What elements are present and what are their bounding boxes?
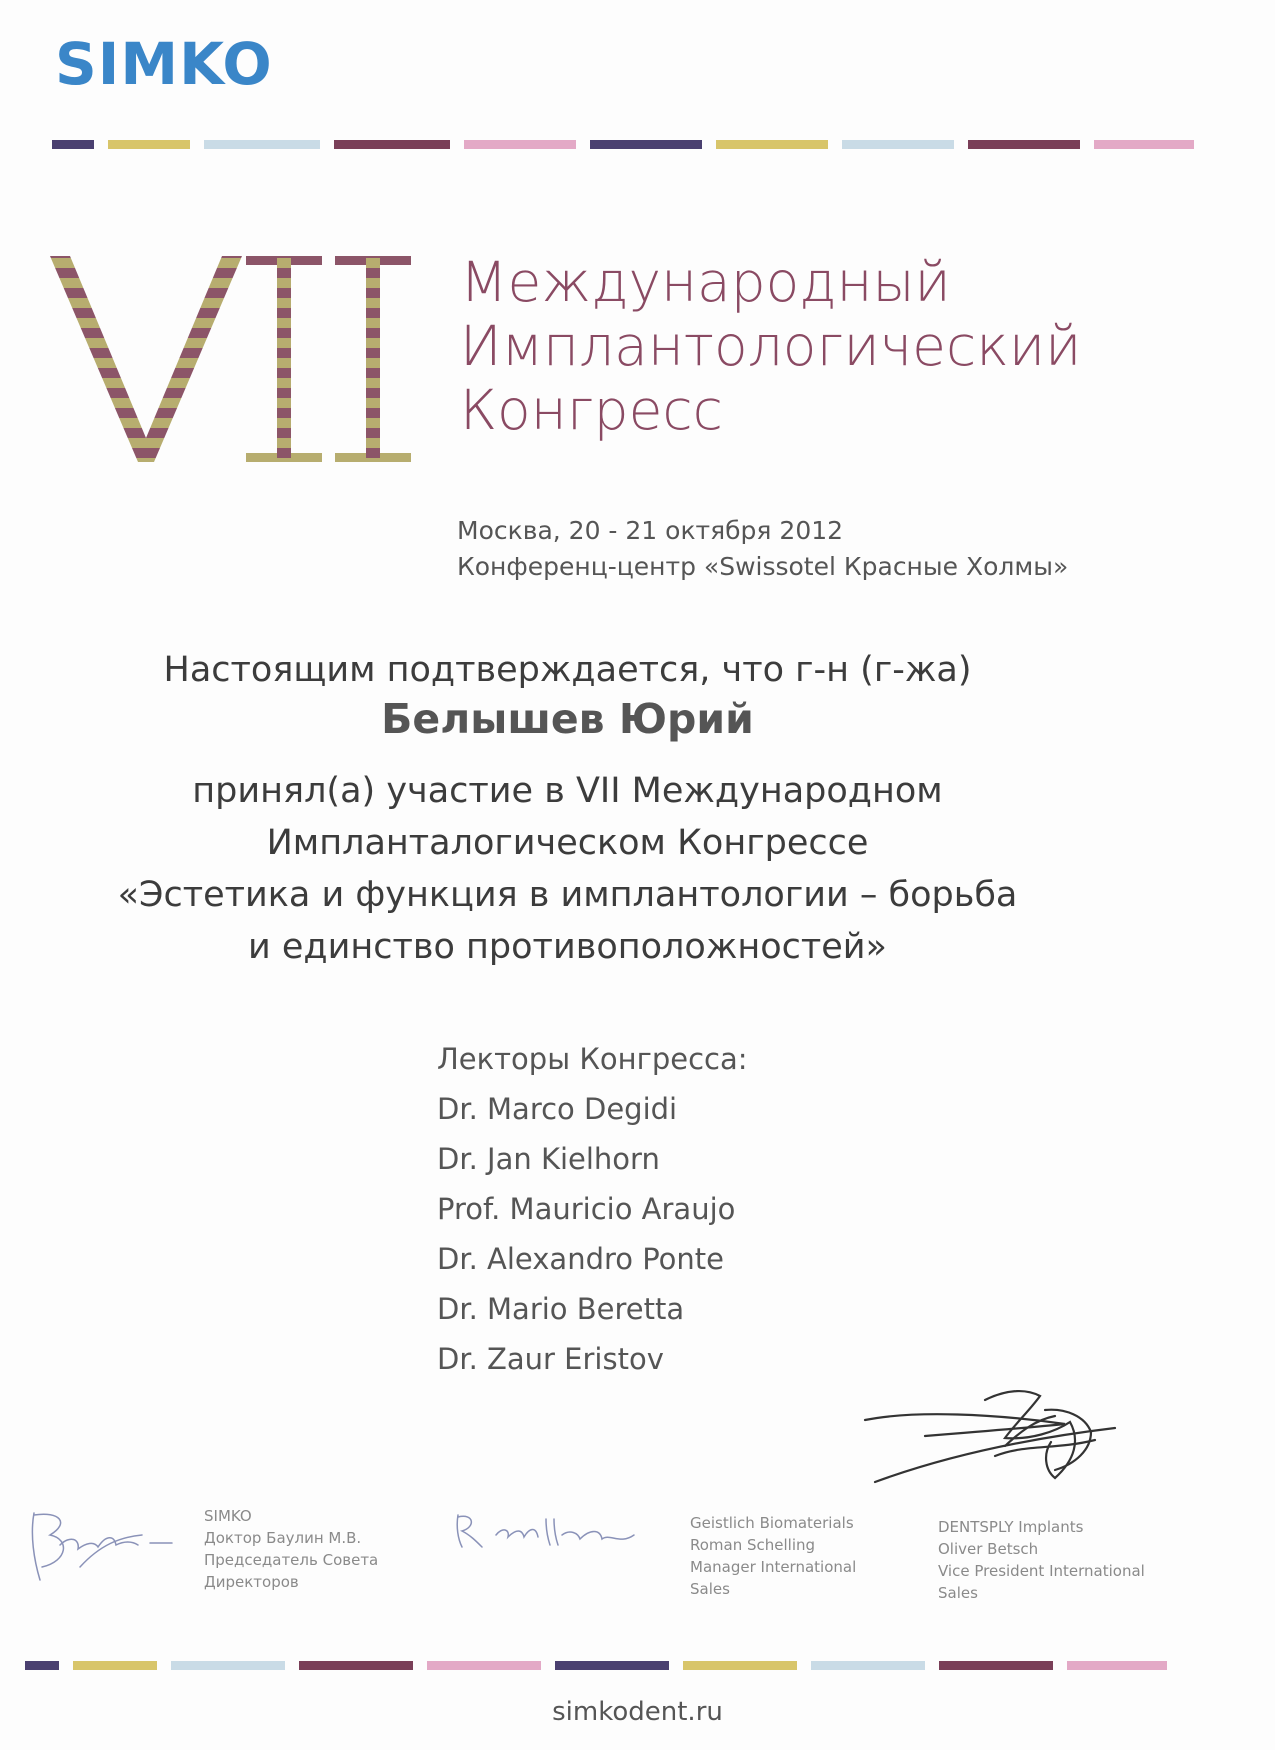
- signatory-line: Sales: [938, 1584, 978, 1602]
- signatory-dentsply: [938, 1516, 1145, 1604]
- lectors-list: [437, 1034, 748, 1384]
- signatory-line: Manager International: [690, 1558, 857, 1576]
- congress-title-line: Международный: [460, 250, 951, 314]
- signatory-line: Председатель Совета: [204, 1551, 379, 1569]
- lector-name: Dr. Mario Beretta: [437, 1292, 685, 1326]
- signatory-line: Vice President International: [938, 1562, 1145, 1580]
- simko-logo: SIMKO: [55, 30, 273, 98]
- congress-title: [460, 250, 1081, 442]
- stripe-segment: [1094, 140, 1194, 149]
- stripe-segment: [52, 140, 94, 149]
- signatory-line: DENTSPLY Implants: [938, 1518, 1084, 1536]
- signatory-line: Sales: [690, 1580, 730, 1598]
- congress-title-line: Конгресс: [460, 378, 723, 442]
- stripe-segment: [204, 140, 320, 149]
- stripe-segment: [171, 1661, 285, 1670]
- date-line: Москва, 20 - 21 октября 2012: [457, 516, 844, 545]
- stripe-segment: [464, 140, 576, 149]
- stripe-segment: [842, 140, 954, 149]
- roman-numeral-vii: [48, 248, 413, 470]
- stripe-segment: [939, 1661, 1053, 1670]
- signatory-simko: [204, 1505, 378, 1593]
- participation-line: «Эстетика и функция в имплантологии – борьба: [117, 875, 1018, 915]
- participation-line: Импланталогическом Конгрессе: [266, 823, 869, 863]
- signatory-line: Доктор Баулин М.В.: [204, 1529, 362, 1547]
- lector-name: Dr. Jan Kielhorn: [437, 1142, 660, 1176]
- signature-baulin: [20, 1505, 185, 1585]
- lectors-heading: Лекторы Конгресса:: [437, 1042, 748, 1076]
- stripe-segment: [73, 1661, 157, 1670]
- confirmation-line: Настоящим подтверждается, что г-н (г-жа): [163, 650, 972, 690]
- stripe-segment: [590, 140, 702, 149]
- signatory-line: Oliver Betsch: [938, 1540, 1039, 1558]
- stripe-segment: [427, 1661, 541, 1670]
- lector-name: Dr. Marco Degidi: [437, 1092, 678, 1126]
- decorative-stripe-bottom: [25, 1661, 1167, 1670]
- main-signature: [855, 1380, 1145, 1490]
- stripe-segment: [716, 140, 828, 149]
- stripe-segment: [334, 140, 450, 149]
- signatory-line: Директоров: [204, 1573, 299, 1591]
- decorative-stripe-top: [52, 140, 1194, 149]
- lector-name: Dr. Zaur Eristov: [437, 1342, 664, 1376]
- stripe-segment: [555, 1661, 669, 1670]
- stripe-segment: [811, 1661, 925, 1670]
- signatory-line: SIMKO: [204, 1507, 252, 1525]
- signatory-line: Roman Schelling: [690, 1536, 816, 1554]
- congress-title-line: Имплантологический: [460, 314, 1082, 378]
- lector-name: Prof. Mauricio Araujo: [437, 1192, 736, 1226]
- stripe-segment: [299, 1661, 413, 1670]
- signature-schelling: [450, 1505, 650, 1565]
- participation-text: [60, 765, 1075, 973]
- stripe-segment: [968, 140, 1080, 149]
- stripe-segment: [25, 1661, 59, 1670]
- lector-name: Dr. Alexandro Ponte: [437, 1242, 725, 1276]
- stripe-segment: [108, 140, 190, 149]
- participation-line: и единство противоположностей»: [248, 927, 887, 967]
- stripe-segment: [683, 1661, 797, 1670]
- stripe-segment: [1067, 1661, 1167, 1670]
- website-link[interactable]: simkodent.ru: [552, 1697, 723, 1727]
- venue-info: [457, 513, 1068, 585]
- signatory-geistlich: [690, 1512, 856, 1600]
- venue-line: Конференц-центр «Swissotel Красные Холмы»: [457, 552, 1069, 581]
- participation-line: принял(а) участие в VII Международном: [192, 771, 943, 811]
- participant-name: Белышев Юрий: [381, 695, 754, 743]
- signatory-line: Geistlich Biomaterials: [690, 1514, 854, 1532]
